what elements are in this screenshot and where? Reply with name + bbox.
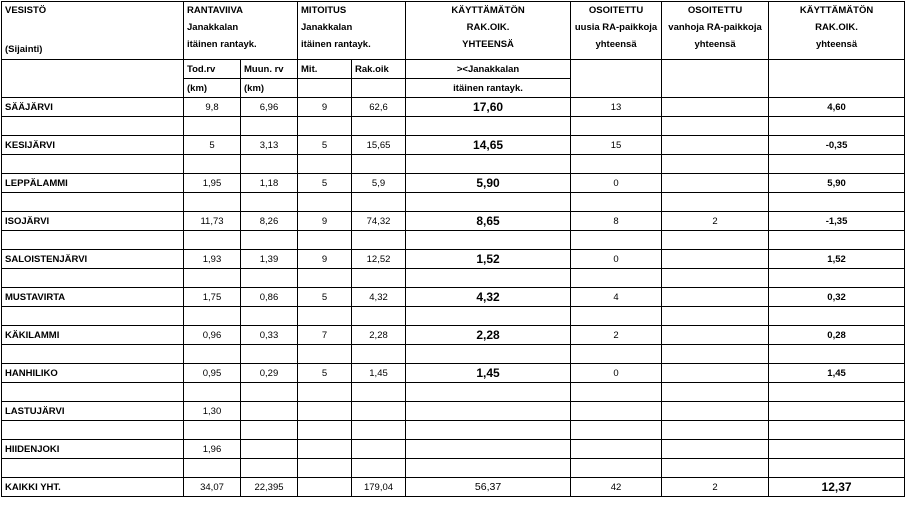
table-row [2,326,905,345]
row-tod: 0,95 [184,364,241,383]
row-kaytt2: 1,45 [769,364,905,383]
row-kaytt2: 1,52 [769,250,905,269]
row-tod: 9,8 [184,98,241,117]
row-uusia: 8 [571,212,662,231]
row-mit: 5 [298,364,352,383]
header-osoitettu-vanhoja: OSOITETTU vanhoja RA-paikkoja yhteensä [662,2,769,60]
row-rak: 5,9 [352,174,406,193]
row-kaytt2: -0,35 [769,136,905,155]
row-muun: 0,29 [241,364,298,383]
header-kayttamaton: KÄYTTÄMÄTÖN RAK.OIK. YHTEENSÄ [406,2,571,60]
row-tod: 1,96 [184,440,241,459]
header-km-2: (km) [241,79,298,98]
row-uusia [571,440,662,459]
row-rak [352,402,406,421]
row-vanhoja [662,402,769,421]
header-rakoik: Rak.oik [352,60,406,79]
total-uusia: 42 [571,478,662,497]
row-rak: 15,65 [352,136,406,155]
header-km-1: (km) [184,79,241,98]
row-muun: 8,26 [241,212,298,231]
row-mit [298,402,352,421]
row-mit: 9 [298,212,352,231]
row-muun: 3,13 [241,136,298,155]
row-vanhoja [662,364,769,383]
row-name: KÄKILAMMI [2,326,184,345]
row-vanhoja [662,98,769,117]
header-rantaviiva: RANTAVIIVA Janakkalan itäinen rantayk. [184,2,298,60]
header-todrv: Tod.rv [184,60,241,79]
row-kaytt2: -1,35 [769,212,905,231]
row-kaytt [406,402,571,421]
row-kaytt: 14,65 [406,136,571,155]
row-kaytt: 1,52 [406,250,571,269]
total-rak: 179,04 [352,478,406,497]
spacer-row [2,193,905,212]
row-uusia: 0 [571,364,662,383]
total-tod: 34,07 [184,478,241,497]
data-table [1,1,905,497]
row-tod: 1,95 [184,174,241,193]
table-row [2,136,905,155]
row-mit: 9 [298,250,352,269]
row-uusia: 0 [571,174,662,193]
header-osoitettu-uusia: OSOITETTU uusia RA-paikkoja yhteensä [571,2,662,60]
total-kaytt2: 12,37 [769,478,905,497]
row-uusia: 2 [571,326,662,345]
row-muun: 1,18 [241,174,298,193]
row-kaytt: 5,90 [406,174,571,193]
row-kaytt2 [769,440,905,459]
row-mit [298,440,352,459]
row-mit: 5 [298,174,352,193]
total-row [2,478,905,497]
row-uusia: 4 [571,288,662,307]
header-janakkalan-ref: ><Janakkalan [406,60,571,79]
row-tod: 1,75 [184,288,241,307]
row-muun: 1,39 [241,250,298,269]
table-row [2,212,905,231]
row-tod: 11,73 [184,212,241,231]
spacer-row [2,383,905,402]
table-row [2,402,905,421]
row-tod: 1,30 [184,402,241,421]
total-vanhoja: 2 [662,478,769,497]
row-kaytt2: 0,28 [769,326,905,345]
header-blank [2,60,184,98]
row-uusia [571,402,662,421]
header-mit: Mit. [298,60,352,79]
row-kaytt: 8,65 [406,212,571,231]
row-kaytt: 2,28 [406,326,571,345]
row-kaytt2: 5,90 [769,174,905,193]
row-uusia: 13 [571,98,662,117]
row-vanhoja [662,136,769,155]
row-mit: 5 [298,136,352,155]
row-name: SALOISTENJÄRVI [2,250,184,269]
row-name: SÄÄJÄRVI [2,98,184,117]
row-rak: 4,32 [352,288,406,307]
row-mit: 9 [298,98,352,117]
table-row [2,98,905,117]
row-tod: 0,96 [184,326,241,345]
row-name: HANHILIKO [2,364,184,383]
table-row [2,440,905,459]
row-muun [241,402,298,421]
total-muun: 22,395 [241,478,298,497]
row-muun [241,440,298,459]
table-row [2,250,905,269]
row-kaytt2: 0,32 [769,288,905,307]
row-mit: 7 [298,326,352,345]
spacer-row [2,231,905,250]
row-name: ISOJÄRVI [2,212,184,231]
row-vanhoja [662,288,769,307]
row-vanhoja [662,440,769,459]
row-tod: 1,93 [184,250,241,269]
total-kaytt: 56,37 [406,478,571,497]
row-tod: 5 [184,136,241,155]
row-uusia: 0 [571,250,662,269]
row-vanhoja [662,250,769,269]
header-muunrv: Muun. rv [241,60,298,79]
row-rak: 12,52 [352,250,406,269]
total-name: KAIKKI YHT. [2,478,184,497]
row-muun: 6,96 [241,98,298,117]
total-mit [298,478,352,497]
row-kaytt2 [769,402,905,421]
row-rak: 74,32 [352,212,406,231]
row-rak: 1,45 [352,364,406,383]
row-vanhoja [662,326,769,345]
header-vesisto: VESISTÖ (Sijainti) [2,2,184,60]
row-muun: 0,33 [241,326,298,345]
row-name: LEPPÄLAMMI [2,174,184,193]
row-name: MUSTAVIRTA [2,288,184,307]
row-vanhoja: 2 [662,212,769,231]
row-name: HIIDENJOKI [2,440,184,459]
table-row [2,364,905,383]
row-uusia: 15 [571,136,662,155]
row-muun: 0,86 [241,288,298,307]
spacer-row [2,421,905,440]
header-kayttamaton-2: KÄYTTÄMÄTÖN RAK.OIK. yhteensä [769,2,905,60]
spacer-row [2,117,905,136]
row-kaytt2: 4,60 [769,98,905,117]
row-kaytt: 17,60 [406,98,571,117]
spacer-row [2,155,905,174]
row-mit: 5 [298,288,352,307]
row-rak: 2,28 [352,326,406,345]
spacer-row [2,269,905,288]
spacer-row [2,345,905,364]
row-vanhoja [662,174,769,193]
header-mitoitus: MITOITUS Janakkalan itäinen rantayk. [298,2,406,60]
row-kaytt: 1,45 [406,364,571,383]
spacer-row [2,307,905,326]
row-rak [352,440,406,459]
row-rak: 62,6 [352,98,406,117]
row-name: KESIJÄRVI [2,136,184,155]
header-itainen: itäinen rantayk. [406,79,571,98]
row-kaytt: 4,32 [406,288,571,307]
spacer-row [2,459,905,478]
table-row [2,288,905,307]
table-row [2,174,905,193]
row-name: LASTUJÄRVI [2,402,184,421]
row-kaytt [406,440,571,459]
